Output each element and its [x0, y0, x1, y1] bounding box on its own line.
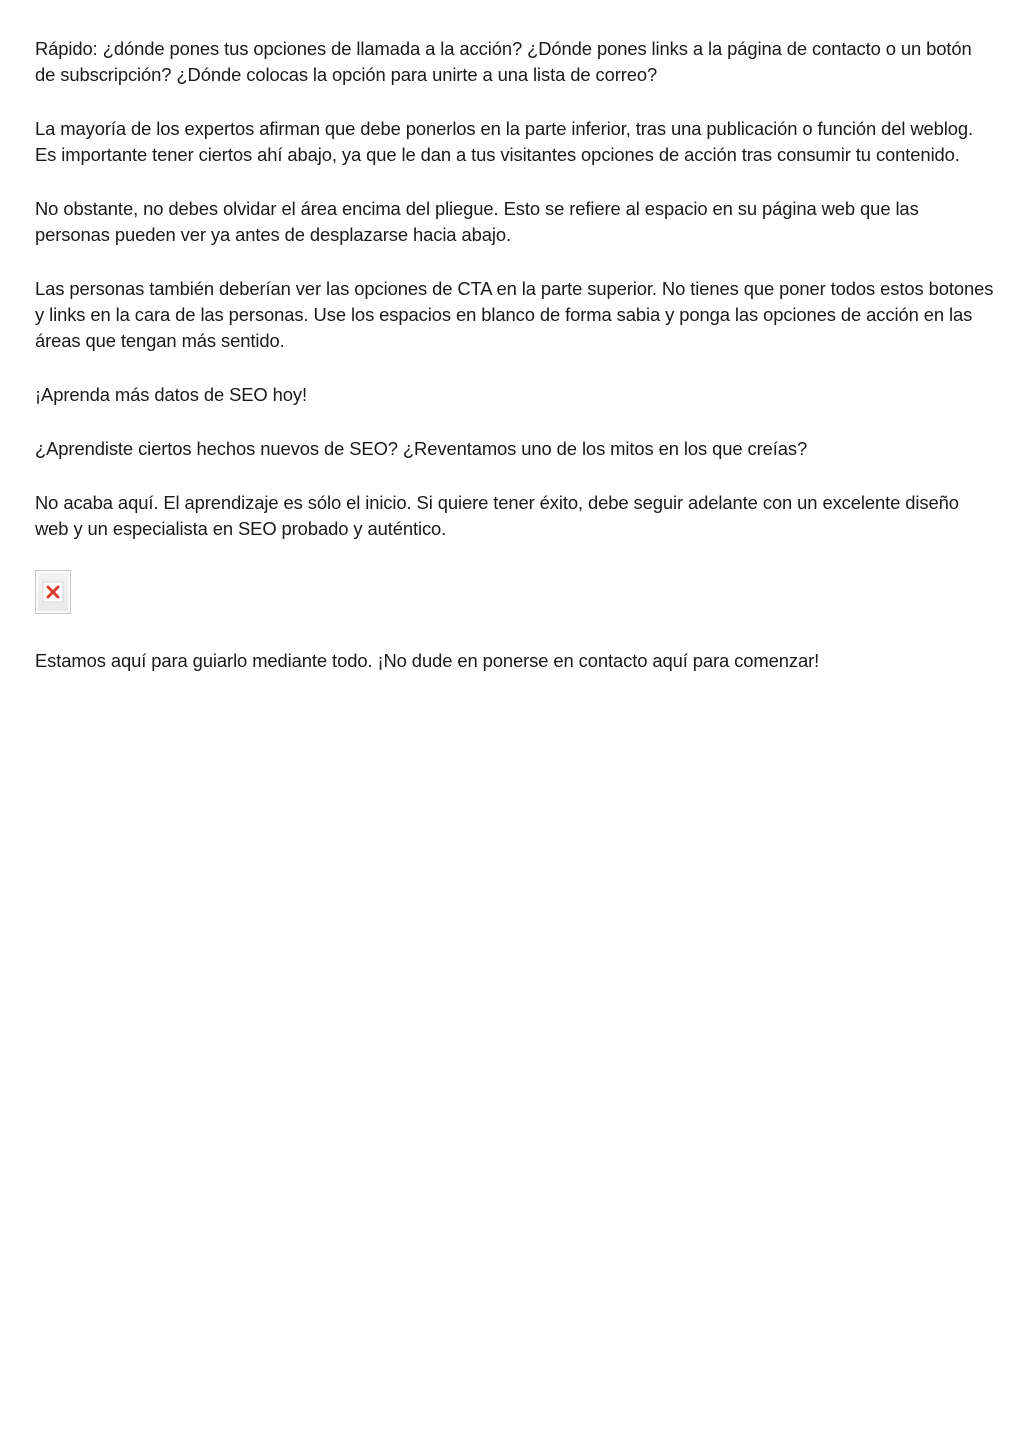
broken-image-icon: [35, 570, 71, 614]
closing-paragraph: Estamos aquí para guiarlo mediante todo. ¡No dude en ponerse en contacto aquí para comenzar!: [35, 650, 820, 671]
close-x-icon: [42, 581, 64, 603]
paragraph: Las personas también deberían ver las opciones de CTA en la parte superior. No tienes que poner todos estos botones y links en la cara de las personas. Use los espacios en blanco de forma sabia y ponga las opciones de acción en las áreas que tengan más sentido.: [35, 278, 994, 351]
paragraph: No acaba aquí. El aprendizaje es sólo el inicio. Si quiere tener éxito, debe seguir adelante con un excelente diseño web y un especialista en SEO probado y auténtico.: [35, 492, 959, 539]
paragraph: No obstante, no debes olvidar el área encima del pliegue. Esto se refiere al espacio en su página web que las personas pueden ver ya antes de desplazarse hacia abajo.: [35, 198, 919, 245]
paragraph: ¿Aprendiste ciertos hechos nuevos de SEO? ¿Reventamos uno de los mitos en los que creías?: [35, 438, 808, 459]
paragraph: La mayoría de los expertos afirman que debe ponerlos en la parte inferior, tras una publicación o función del weblog. Es importante tener ciertos ahí abajo, ya que le dan a tus visitantes opciones de acción tras consumir tu contenido.: [35, 118, 974, 165]
paragraph: Rápido: ¿dónde pones tus opciones de llamada a la acción? ¿Dónde pones links a la página de contacto o un botón de subscripción? ¿Dónde colocas la opción para unirte a una lista de correo?: [35, 38, 972, 85]
document-body: [35, 36, 995, 702]
paragraph: ¡Aprenda más datos de SEO hoy!: [35, 384, 307, 405]
